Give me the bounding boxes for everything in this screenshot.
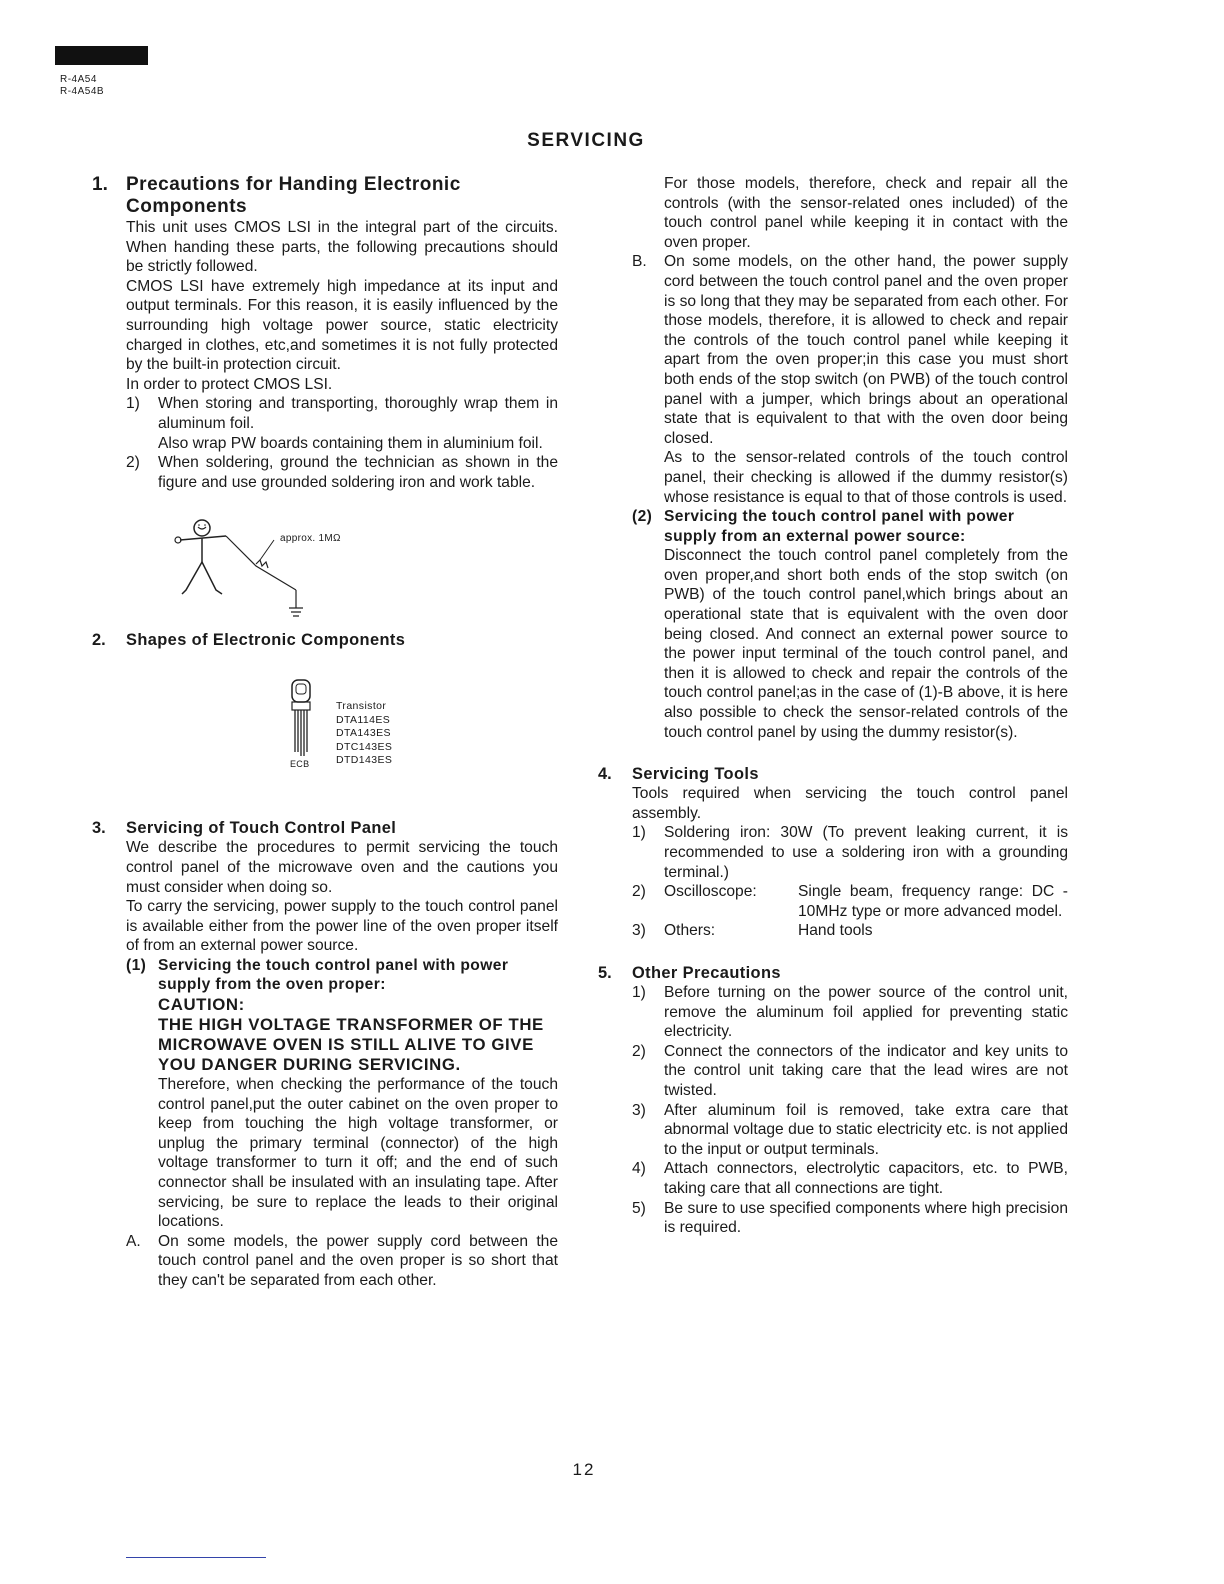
subsection-1-number: (1) bbox=[126, 956, 147, 974]
case-b bbox=[598, 252, 1068, 507]
case-a bbox=[126, 1232, 558, 1291]
list-item-number: 1) bbox=[126, 395, 140, 413]
footer-rule bbox=[126, 1557, 266, 1558]
list-item bbox=[126, 394, 558, 453]
section-1-para-1: This unit uses CMOS LSI in the integral part of the circuits. When handing these parts, the following precautions should be strictly followed. bbox=[126, 219, 558, 276]
list-item-text: Also wrap PW boards containing them in aluminium foil. bbox=[158, 434, 543, 452]
section-1-number: 1. bbox=[92, 174, 108, 195]
section-3-para-1: We describe the procedures to permit servicing the touch control panel of the microwave oven and the cautions you must consider when doing so. bbox=[126, 839, 558, 896]
transistor-list bbox=[336, 700, 392, 768]
section-4-number: 4. bbox=[598, 765, 612, 784]
section-3-para-2: To carry the servicing, power supply to the touch control panel is available either from the power line of the oven proper itself of from an external power source. bbox=[126, 898, 558, 955]
case-b-text-2: As to the sensor-related controls of the touch control panel, their checking is allowed if the dummy resistor(s) whose resistance is equal to that of those controls is used. bbox=[664, 449, 1068, 506]
transistor-part: DTC143ES bbox=[336, 740, 393, 753]
caution-text: THE HIGH VOLTAGE TRANSFORMER OF THE MICROWAVE OVEN IS STILL ALIVE TO GIVE YOU DANGER DURING SERVICING. bbox=[158, 1015, 544, 1075]
transistor-pin-labels: ECB bbox=[290, 759, 310, 770]
page-title: SERVICING bbox=[527, 130, 645, 151]
transistor-part: DTA114ES bbox=[336, 713, 391, 726]
subsection-1-para: Therefore, when checking the performance of the touch control panel,put the outer cabinet on the oven proper to keep from touching the high voltage transformer, or unplug the primary terminal (connector) of the high voltage transformer to turn it off; and the end of such connector shall be insulated with an insulating tape. After servicing, be sure to replace the leads to their original locations. bbox=[158, 1076, 558, 1231]
list-item-text: Be sure to use specified components where high precision is required. bbox=[664, 1199, 1068, 1237]
tool-item bbox=[632, 921, 1068, 941]
transistor-part: DTD143ES bbox=[336, 754, 393, 767]
list-item-number: 2) bbox=[632, 1042, 646, 1060]
transistor-label: Transistor bbox=[336, 700, 387, 713]
case-b-label: B. bbox=[632, 253, 647, 271]
transistor-figure bbox=[126, 658, 558, 798]
subsection-1-title: Servicing the touch control panel with power supply from the oven proper: bbox=[158, 956, 509, 994]
tool-item-value: Hand tools bbox=[798, 922, 873, 940]
list-item bbox=[632, 1101, 1068, 1160]
section-4-para: Tools required when servicing the touch control panel assembly. bbox=[632, 785, 1068, 822]
section-2 bbox=[92, 630, 558, 818]
section-3-title: Servicing of Touch Control Panel bbox=[126, 819, 397, 838]
header-black-bar bbox=[55, 46, 148, 65]
case-a-label: A. bbox=[126, 1232, 141, 1250]
model-codes bbox=[60, 74, 104, 98]
section-5 bbox=[598, 963, 1068, 1238]
case-a-continued: For those models, therefore, check and repair all the controls (with the sensor-related ones included) of the touch control panel while keeping it in contact with the oven proper. bbox=[664, 175, 1068, 251]
list-item-text: After aluminum foil is removed, take extra care that abnormal voltage due to static electricity etc. is not applied to the input or output terminals. bbox=[664, 1101, 1068, 1158]
page-number: 12 bbox=[572, 1460, 596, 1479]
case-b-text: On some models, on the other hand, the power supply cord between the touch control panel and the oven proper is so long that they may be separated from each other. For those models, therefore, it is allowed to check and repair the controls of the touch control panel while keeping it apart from the oven proper;in this case you must short both ends of the stop switch (on PWB) of the touch control panel with a jumper, which brings about an operational state that is equivalent to that with the oven door being closed. bbox=[664, 253, 1068, 447]
model-code-2: R-4A54B bbox=[60, 86, 105, 97]
section-4 bbox=[598, 764, 1068, 941]
tool-item-number: 1) bbox=[632, 824, 646, 842]
list-item-text: Attach connectors, electrolytic capacitors, etc. to PWB, taking care that all connections are tight. bbox=[664, 1160, 1068, 1197]
list-item-number: 5) bbox=[632, 1199, 646, 1217]
resistor-label: approx. 1MΩ bbox=[280, 533, 341, 545]
subsection-1 bbox=[126, 956, 558, 1232]
list-item bbox=[632, 1159, 1068, 1198]
list-item bbox=[632, 1042, 1068, 1101]
subsection-2-title: Servicing the touch control panel with power supply from an external power source: bbox=[664, 508, 1015, 545]
section-2-number: 2. bbox=[92, 631, 106, 650]
section-5-title: Other Precautions bbox=[632, 963, 781, 982]
tool-item bbox=[632, 823, 1068, 882]
list-item bbox=[126, 453, 558, 492]
list-item-text: When soldering, ground the technician as shown in the figure and use grounded soldering iron and work table. bbox=[158, 454, 558, 491]
grounded-technician-illustration bbox=[126, 510, 366, 620]
list-item-text: Before turning on the power source of the control unit, remove the aluminum foil applied for preventing static electricity. bbox=[664, 983, 1068, 1041]
tool-item bbox=[632, 882, 1068, 921]
list-item bbox=[632, 983, 1068, 1042]
tool-item-label: Oscilloscope: bbox=[664, 883, 757, 901]
subsection-2-number: (2) bbox=[632, 508, 653, 526]
subsection-2 bbox=[598, 507, 1068, 742]
section-1-title: Precautions for Handing Electronic Components bbox=[126, 174, 461, 217]
section-2-title: Shapes of Electronic Components bbox=[126, 631, 406, 650]
list-item bbox=[632, 1199, 1068, 1238]
section-4-title: Servicing Tools bbox=[632, 765, 759, 784]
list-item-number: 4) bbox=[632, 1160, 646, 1178]
left-column bbox=[92, 174, 558, 1291]
tool-item-number: 2) bbox=[632, 883, 646, 901]
model-code-1: R-4A54 bbox=[60, 74, 97, 85]
section-5-number: 5. bbox=[598, 963, 612, 982]
section-3 bbox=[92, 818, 558, 1290]
right-column bbox=[598, 174, 1068, 1238]
subsection-2-para: Disconnect the touch control panel completely from the oven proper,and short both ends of the stop switch (on PWB) of the touch control panel,which brings about an operational state that is equivalent with the oven door being closed. And connect an external power source to the power input terminal of the touch control panel, and then it is allowed to check and repair the controls of the touch control panel;as in the case of (1)-B above, it is here also possible to check the sensor-related controls of the touch control panel by using the dummy resistor(s). bbox=[664, 547, 1068, 741]
caution-label: CAUTION: bbox=[158, 995, 245, 1015]
list-item-number: 1) bbox=[632, 983, 646, 1001]
section-1-para-2: CMOS LSI have extremely high impedance at its input and output terminals. For this reason, it is easily influenced by the surrounding high voltage power source, static electricity charged in clothes, etc,and sometimes it is not fully protected by the built-in protection circuit. bbox=[126, 277, 558, 374]
list-item-number: 3) bbox=[632, 1101, 646, 1119]
tool-item-label: Others: bbox=[664, 922, 716, 940]
tool-item-number: 3) bbox=[632, 922, 646, 940]
tool-item-text: Soldering iron: 30W (To prevent leaking current, it is recommended to use a soldering iron with a grounding terminal.) bbox=[664, 824, 1068, 881]
case-a-text: On some models, the power supply cord between the touch control panel and the oven proper is so short that they can't be separated from each other. bbox=[158, 1232, 558, 1289]
section-1 bbox=[92, 174, 558, 630]
tool-item-value: Single beam, frequency range: DC - 10MHz type or more advanced model. bbox=[798, 883, 1068, 920]
section-1-para-3: In order to protect CMOS LSI. bbox=[126, 375, 333, 393]
list-item-text: When storing and transporting, thoroughly wrap them in aluminum foil. bbox=[158, 395, 558, 432]
list-item-text: Connect the connectors of the indicator and key units to the control unit taking care that the lead wires are not twisted. bbox=[664, 1042, 1068, 1099]
list-item-number: 2) bbox=[126, 454, 140, 472]
transistor-part: DTA143ES bbox=[336, 727, 391, 740]
grounding-figure bbox=[126, 510, 558, 620]
section-3-number: 3. bbox=[92, 819, 106, 838]
